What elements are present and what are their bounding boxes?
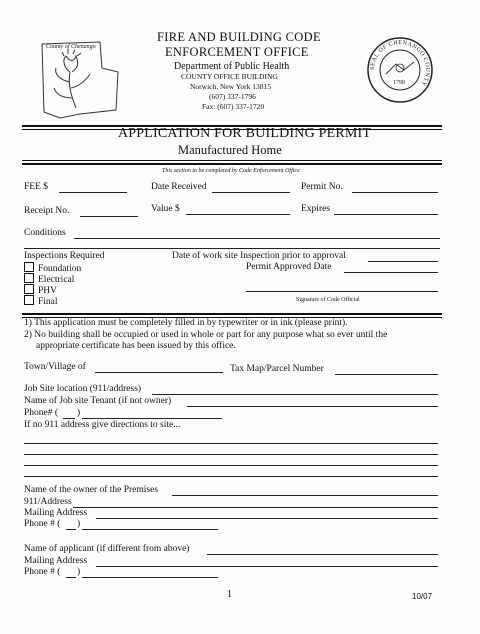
permit-approved-date-label: Permit Approved Date <box>246 262 332 272</box>
inspection-electrical[interactable]: Electrical <box>24 273 74 285</box>
city-address: Norwich, New York 13815 <box>190 82 272 91</box>
applicant-mailing-field[interactable] <box>96 566 438 567</box>
office-fax: Fax: (607) 337-1720 <box>202 102 265 111</box>
permit-approved-date-field[interactable] <box>344 272 438 273</box>
job-site-location-field[interactable] <box>152 394 438 395</box>
phv-checkbox[interactable] <box>24 284 34 294</box>
signature-label: Signature of Code Official <box>296 297 360 303</box>
tenant-name-field[interactable] <box>187 406 438 407</box>
date-received-label: Date Received <box>151 182 207 192</box>
inspection-phv[interactable]: PHV <box>24 284 57 296</box>
owner-mailing-label: Mailing Address <box>24 508 88 518</box>
owner-911-label: 911/Address <box>24 497 72 507</box>
seal-text: SEAL OF CHENANGO COUNTY <box>369 39 431 88</box>
county-map-label: County of Chenango <box>46 44 96 50</box>
owner-911-field[interactable] <box>73 507 438 508</box>
county-map-logo <box>40 38 120 120</box>
final-checkbox[interactable] <box>24 295 34 305</box>
owner-mailing-field[interactable] <box>96 518 438 519</box>
applicant-phone-area-code-field[interactable] <box>66 577 76 578</box>
owner-phone-paren: ) <box>77 519 81 529</box>
tax-map-field[interactable] <box>335 374 438 375</box>
electrical-checkbox[interactable] <box>24 273 34 283</box>
fee-label: FEE $ <box>24 182 49 192</box>
tenant-phone-field[interactable] <box>82 418 222 419</box>
directions-line-3[interactable] <box>24 465 438 466</box>
work-site-inspection-label: Date of work site Inspection prior to approval <box>172 251 346 261</box>
applicant-mailing-label: Mailing Address <box>24 556 88 566</box>
form-title: APPLICATION FOR BUILDING PERMIT <box>118 126 372 141</box>
applicant-phone-field[interactable] <box>82 577 218 578</box>
directions-label: If no 911 address give directions to site... <box>24 420 181 430</box>
tenant-name-label: Name of Job site Tenant (if not owner) <box>24 396 172 406</box>
owner-phone-area-code-field[interactable] <box>66 529 76 530</box>
permit-no-label: Permit No. <box>301 182 343 192</box>
expires-field[interactable] <box>334 214 438 215</box>
conditions-field-line-2[interactable] <box>24 248 440 249</box>
title-rule-bottom-thick <box>22 163 442 165</box>
office-title-line-1: FIRE AND BUILDING CODE <box>157 30 321 44</box>
applicant-phone-paren: ) <box>77 567 81 577</box>
town-village-label: Town/Village of <box>24 362 86 372</box>
instruction-line-2a: 2) No building shall be occupied or used in whole or part for any purpose what so ever until the <box>24 330 388 340</box>
tenant-phone-label: Phone# ( <box>24 408 59 418</box>
directions-line-2[interactable] <box>24 454 438 455</box>
office-phone: (607) 337-1796 <box>209 92 256 101</box>
value-field[interactable] <box>186 214 290 215</box>
owner-phone-field[interactable] <box>82 529 218 530</box>
tenant-phone-paren: ) <box>77 408 81 418</box>
owner-name-label: Name of the owner of the Premises <box>24 485 159 495</box>
conditions-field-line-1[interactable] <box>74 238 440 239</box>
signature-field[interactable] <box>246 291 438 292</box>
form-subtitle: Manufactured Home <box>178 143 282 157</box>
county-seal <box>366 36 434 104</box>
job-site-location-label: Job Site location (911/address) <box>24 384 142 394</box>
inspection-final[interactable]: Final <box>24 295 58 307</box>
inspections-required-label: Inspections Required <box>24 251 105 261</box>
applicant-name-field[interactable] <box>207 554 438 555</box>
date-received-field[interactable] <box>212 192 290 193</box>
office-section-note: This section to be completed by Code Enforcement Office <box>162 168 300 174</box>
owner-name-field[interactable] <box>172 495 438 496</box>
tax-map-label: Tax Map/Parcel Number <box>230 364 324 374</box>
owner-phone-label: Phone # ( <box>24 519 61 529</box>
directions-line-1[interactable] <box>24 443 438 444</box>
conditions-label: Conditions <box>24 228 66 238</box>
applicant-name-label: Name of applicant (if different from above) <box>24 544 190 554</box>
foundation-checkbox[interactable] <box>24 262 34 272</box>
value-label: Value $ <box>151 204 180 214</box>
title-rule-bottom-thin <box>22 160 442 161</box>
applicant-phone-label: Phone # ( <box>24 567 61 577</box>
town-village-field[interactable] <box>95 372 223 373</box>
department-name: Department of Public Health <box>174 61 290 72</box>
seal-year: 1798 <box>393 80 405 86</box>
receipt-no-field[interactable] <box>80 216 138 217</box>
directions-line-4[interactable] <box>24 476 438 477</box>
fee-field[interactable] <box>59 192 127 193</box>
page-number: 1 <box>227 589 232 600</box>
office-title-line-2: ENFORCEMENT OFFICE <box>165 45 309 59</box>
permit-no-field[interactable] <box>352 192 438 193</box>
work-site-inspection-field[interactable] <box>368 261 438 262</box>
instruction-line-1: 1) This application must be completely filled in by typewriter or in ink (please print). <box>24 318 348 328</box>
revision-date: 10/07 <box>412 592 433 601</box>
expires-label: Expires <box>301 204 331 214</box>
instruction-line-2b: appropriate certificate has been issued by this office. <box>36 341 236 351</box>
inspection-foundation[interactable]: Foundation <box>24 262 81 274</box>
receipt-no-label: Receipt No. <box>24 206 70 216</box>
office-section-rule-thick <box>22 313 442 315</box>
building-name: COUNTY OFFICE BUILDING <box>181 72 278 81</box>
tenant-phone-area-code-field[interactable] <box>63 418 75 419</box>
